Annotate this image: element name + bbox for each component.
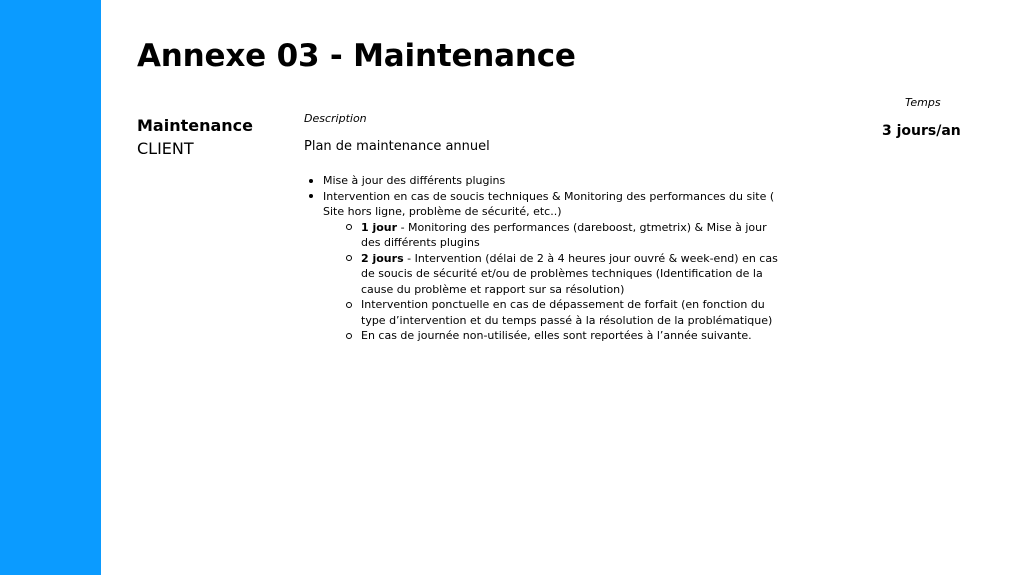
- time-value: 3 jours/an: [882, 123, 961, 139]
- sub-bullet-list: [342, 220, 784, 344]
- list-item-text: Intervention en cas de soucis techniques & Monitoring des performances du site ( Site hors ligne, problème de sécurité, etc..): [323, 189, 775, 218]
- description-label: Description: [304, 112, 367, 125]
- description-title: Plan de maintenance annuel: [304, 139, 490, 154]
- sub-list-item: [342, 297, 784, 328]
- list-item: [304, 173, 784, 189]
- sub-list-item-text: - Intervention (délai de 2 à 4 heures jour ouvré & week-end) en cas de soucis de sécurité et/ou de problèmes techniques (Identification de la cause du problème et rapport sur sa résolution): [361, 251, 778, 296]
- sub-list-item-text: - Monitoring des performances (dareboost, gtmetrix) & Mise à jour des différents plugins: [361, 220, 767, 249]
- bullet-list: [304, 173, 784, 344]
- section-subheading: CLIENT: [137, 139, 194, 158]
- description-body: [304, 173, 784, 344]
- page-title: Annexe 03 - Maintenance: [137, 38, 576, 74]
- sub-list-item-text: En cas de journée non-utilisée, elles sont reportées à l’année suivante.: [361, 329, 752, 342]
- sub-list-item-duration: 2 jours: [361, 251, 404, 265]
- list-item-text: Mise à jour des différents plugins: [323, 174, 506, 187]
- time-label: Temps: [905, 96, 941, 109]
- sub-list-item: [342, 328, 784, 344]
- section-heading: Maintenance: [137, 116, 254, 135]
- list-item: [304, 189, 784, 344]
- sub-list-item-text: Intervention ponctuelle en cas de dépassement de forfait (en fonction du type d’intervention et du temps passé à la résolution de la problématique): [361, 298, 773, 327]
- sub-list-item-duration: 1 jour: [361, 220, 398, 234]
- sub-list-item: [342, 220, 784, 251]
- sub-list-item: [342, 251, 784, 298]
- accent-sidebar: [0, 0, 101, 575]
